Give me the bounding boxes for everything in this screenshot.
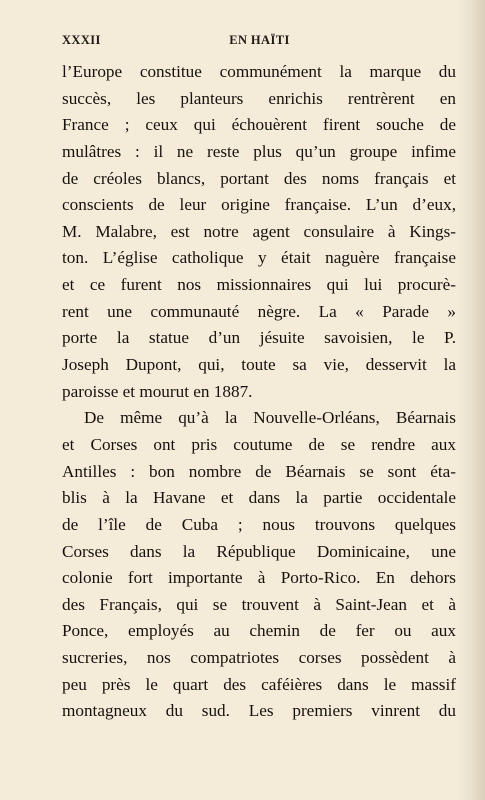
text-line: Corses dans la République Dominicaine, une (62, 541, 456, 561)
text-line: mulâtres : il ne reste plus qu’un groupe infime (62, 141, 456, 161)
running-head (62, 33, 457, 51)
text-line: peu près le quart des caféières dans le massif (62, 674, 456, 694)
text-line: paroisse et mourut en 1887. (62, 381, 253, 401)
text-line: de créoles blancs, portant des noms français et (62, 168, 456, 188)
text-line: blis à la Havane et dans la partie occidentale (62, 488, 456, 508)
text-line: Ponce, employés au chemin de fer ou aux (62, 621, 456, 641)
text-line: sucreries, nos compatriotes corses possèdent à (62, 648, 456, 668)
text-line: des Français, qui se trouvent à Saint-Jean et à (62, 594, 456, 614)
text-line: colonie fort importante à Porto-Rico. En dehors (62, 568, 456, 588)
text-line: et ce furent nos missionnaires qui lui procurè- (62, 275, 456, 295)
text-line: et Corses ont pris coutume de se rendre aux (62, 434, 456, 454)
body-text (62, 59, 456, 725)
text-line: Antilles : bon nombre de Béarnais se sont éta- (62, 461, 456, 481)
text-line: conscients de leur origine française. L’un d’eux, (62, 195, 456, 215)
text-line: porte la statue d’un jésuite savoisien, le P. (62, 328, 456, 348)
text-line: succès, les planteurs enrichis rentrèrent en (62, 88, 456, 108)
running-title: EN HAÏTI (229, 33, 290, 47)
text-line: ton. L’église catholique y était naguère française (62, 248, 456, 268)
text-line: Joseph Dupont, qui, toute sa vie, desservit la (62, 355, 456, 375)
text-line: M. Malabre, est notre agent consulaire à Kings- (62, 221, 456, 241)
text-line: De même qu’à la Nouvelle-Orléans, Béarnais (84, 408, 456, 428)
page-number: XXXII (62, 33, 101, 47)
text-line: France ; ceux qui échouèrent firent souche de (62, 115, 456, 135)
text-line: montagneux du sud. Les premiers vinrent du (62, 701, 456, 721)
text-line: rent une communauté nègre. La « Parade » (62, 301, 456, 321)
text-line: l’Europe constitue communément la marque du (62, 62, 456, 81)
page-edge-shadow (457, 0, 485, 800)
text-line: de l’île de Cuba ; nous trouvons quelques (62, 514, 456, 534)
